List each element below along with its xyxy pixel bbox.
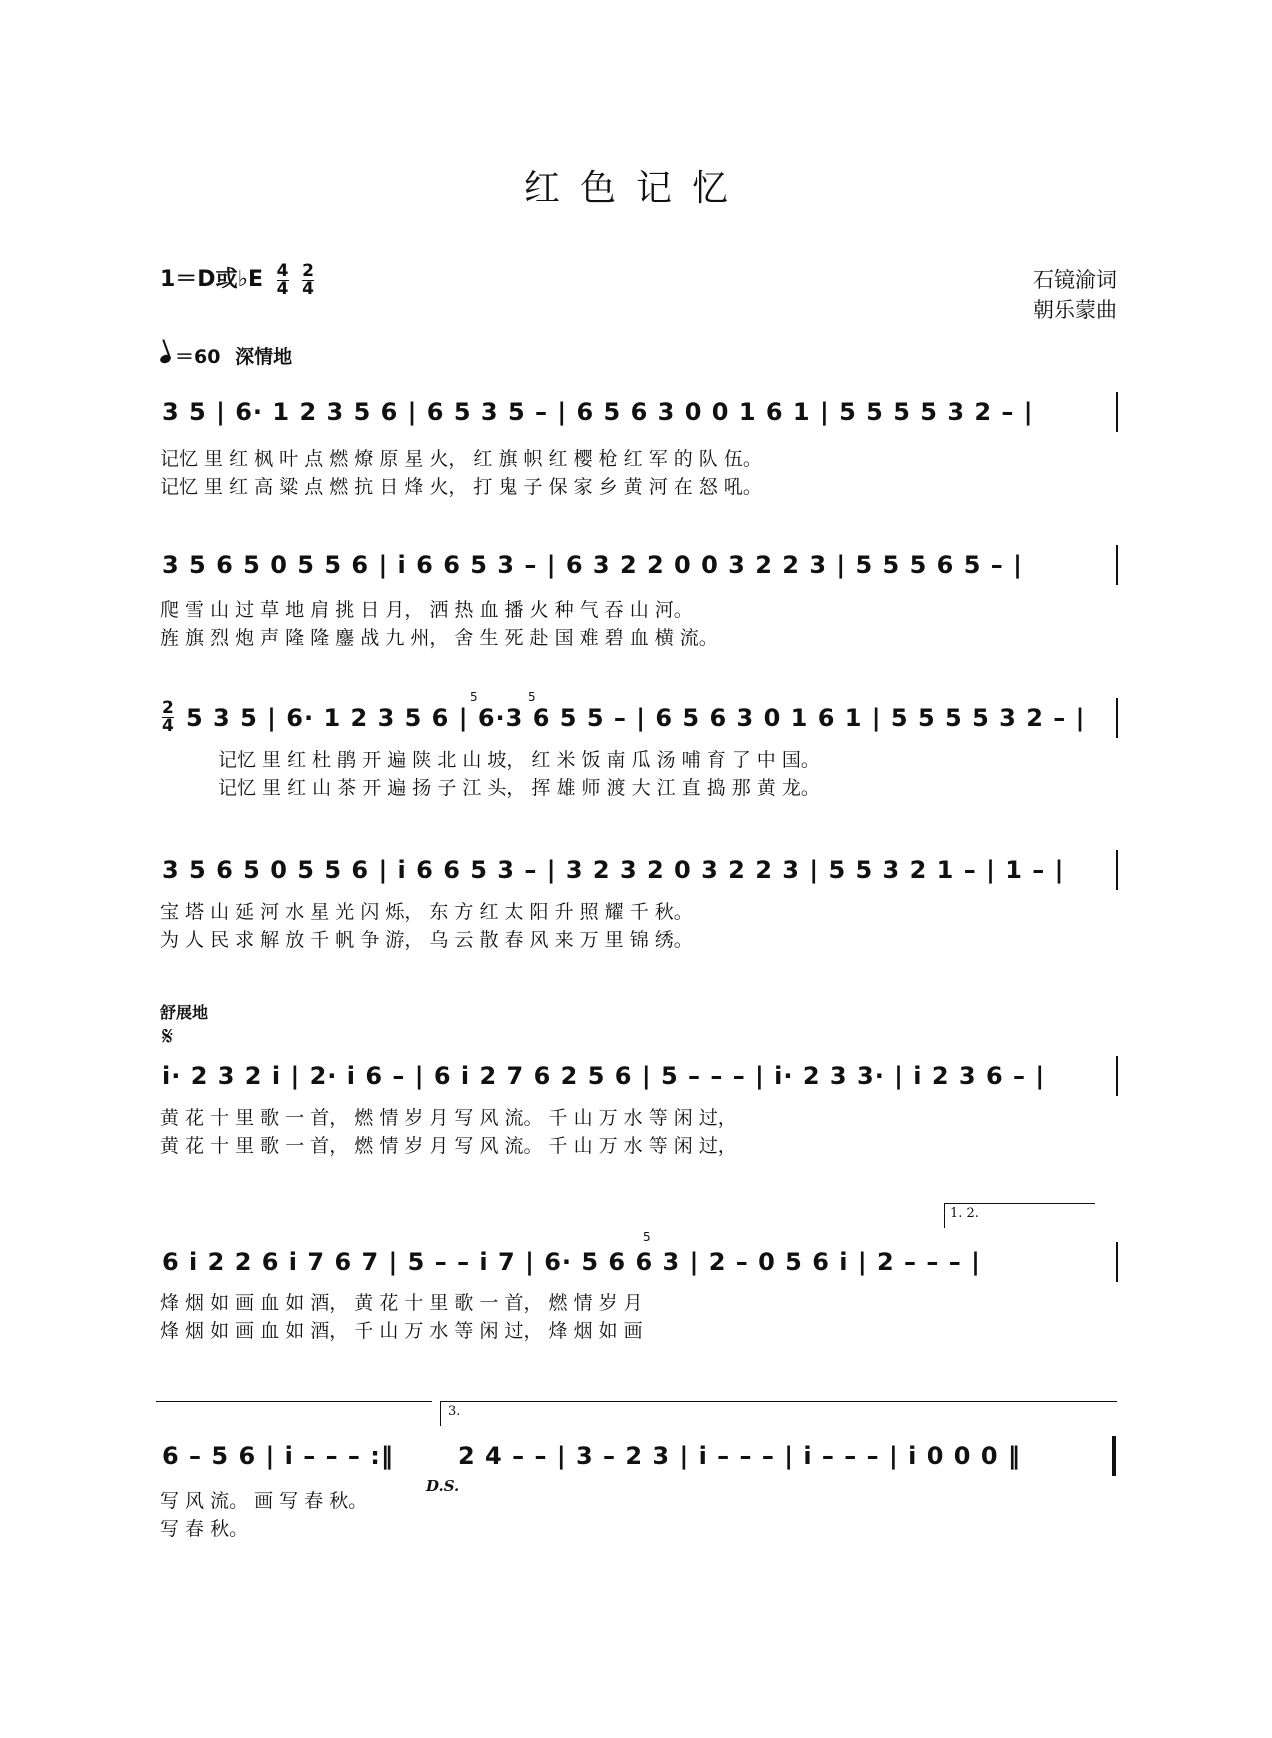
notes-row: 3 5 6 5 0 5 5 6 | i 6 6 5 3 – | 6 3 2 2 0 0 3 2 2 3 | 5 5 5 6 5 – | — [162, 551, 1023, 579]
time-signature-2: $\frac{2}{4}$ — [302, 260, 315, 299]
notes-row: 5 3 5 | 6· 1 2 3 5 6 | 6·3 6 5 5 – | 6 5 6 3 0 1 6 1 | 5 5 5 5 3 2 – | — [186, 704, 1086, 732]
lyrics-verse-1: 爬 雪 山 过 草 地 肩 挑 日 月， 洒 热 血 播 火 种 气 吞 山 河。 — [160, 599, 693, 621]
volta-number: 1. 2. — [950, 1206, 979, 1221]
tempo-marking — [160, 342, 292, 369]
lyrics-verse-1: 写 风 流。 画 写 春 秋。 — [160, 1490, 368, 1512]
lyricist: 石镜渝词 — [1033, 268, 1117, 292]
lyrics-verse-1: 黄 花 十 里 歌 一 首， 燃 情 岁 月 写 风 流。 千 山 万 水 等 闲 过， — [160, 1107, 737, 1129]
grace-note: 5 — [643, 1230, 651, 1244]
tempo-value: ＝60 — [175, 346, 221, 368]
notes-row: i· 2 3 2 i | 2· i 6 – | 6 i 2 7 6 2 5 6 | 5 – – – | i· 2 3 3· | i 2 3 6 – | — [162, 1062, 1046, 1090]
notes-row: 3 5 6 5 0 5 5 6 | i 6 6 5 3 – | 3 2 3 2 0 3 2 2 3 | 5 5 3 2 1 – | 1 – | — [162, 856, 1065, 884]
lyrics-verse-2: 烽 烟 如 画 血 如 酒， 千 山 万 水 等 闲 过， 烽 烟 如 画 — [160, 1320, 643, 1342]
grace-note: 5 — [470, 690, 478, 704]
lyrics-verse-2: 旌 旗 烈 炮 声 隆 隆 鏖 战 九 州， 舍 生 死 赴 国 难 碧 血 横 流。 — [160, 627, 718, 649]
barline — [1116, 545, 1118, 585]
volta-bracket — [440, 1401, 1117, 1426]
expression-marking: 舒展地 — [160, 1003, 209, 1022]
lyrics-verse-2: 记忆 里 红 高 粱 点 燃 抗 日 烽 火， 打 鬼 子 保 家 乡 黄 河 在 怒 吼。 — [160, 476, 762, 498]
barline — [1116, 1056, 1118, 1096]
notes-row-a: 6 – 5 6 | i – – – :‖ — [162, 1442, 394, 1470]
barline — [1116, 1242, 1118, 1282]
composer: 朝乐蒙曲 — [1033, 298, 1117, 322]
key-signature — [160, 262, 314, 298]
quarter-note-icon — [159, 353, 172, 364]
volta-number: 3. — [448, 1404, 461, 1419]
key-text: 1＝D或♭E — [160, 267, 263, 292]
time-change: $\frac{2}{4}$ — [162, 698, 174, 736]
page-title: 红色记忆 — [523, 168, 748, 209]
lyrics-verse-1: 记忆 里 红 杜 鹃 开 遍 陕 北 山 坡， 红 米 饭 南 瓜 汤 哺 育 了 中 国。 — [218, 749, 820, 771]
ds-marking: D.S. — [426, 1477, 460, 1495]
lyrics-verse-2: 为 人 民 求 解 放 千 帆 争 游， 乌 云 散 春 风 来 万 里 锦 绣。 — [160, 929, 693, 951]
barline — [1116, 850, 1118, 890]
grace-note: 5 — [528, 690, 536, 704]
lyrics-verse-2: 写 春 秋。 — [160, 1518, 249, 1540]
time-signature-1: $\frac{4}{4}$ — [276, 260, 289, 299]
notes-row-b: 2 4 – – | 3 – 2 3 | i – – – | i – – – | i 0 0 0 ‖ — [458, 1442, 1021, 1470]
notes-row: 3 5 | 6· 1 2 3 5 6 | 6 5 3 5 – | 6 5 6 3 0 0 1 6 1 | 5 5 5 5 3 2 – | — [162, 398, 1034, 426]
expression-marking: 深情地 — [235, 346, 293, 368]
lyrics-verse-2: 记忆 里 红 山 茶 开 遍 扬 子 江 头， 挥 雄 师 渡 大 江 直 捣 那 黄 龙。 — [218, 777, 820, 799]
lyrics-verse-1: 宝 塔 山 延 河 水 星 光 闪 烁， 东 方 红 太 阳 升 照 耀 千 秋。 — [160, 901, 693, 923]
lyrics-verse-2: 黄 花 十 里 歌 一 首， 燃 情 岁 月 写 风 流。 千 山 万 水 等 闲 过， — [160, 1135, 737, 1157]
barline — [1116, 392, 1118, 432]
notes-row: 6 i 2 2 6 i 7 6 7 | 5 – – i 7 | 6· 5 6 6 3 | 2 – 0 5 6 i | 2 – – – | — [162, 1248, 981, 1276]
lyrics-verse-1: 烽 烟 如 画 血 如 酒， 黄 花 十 里 歌 一 首， 燃 情 岁 月 — [160, 1292, 643, 1314]
segno-icon: 𝄋 — [162, 1022, 174, 1052]
final-barline — [1112, 1436, 1116, 1476]
barline — [1116, 698, 1118, 738]
lyrics-verse-1: 记忆 里 红 枫 叶 点 燃 燎 原 星 火， 红 旗 帜 红 樱 枪 红 军 的 队 伍。 — [160, 448, 762, 470]
credits — [1033, 265, 1117, 325]
volta-line — [156, 1401, 432, 1402]
